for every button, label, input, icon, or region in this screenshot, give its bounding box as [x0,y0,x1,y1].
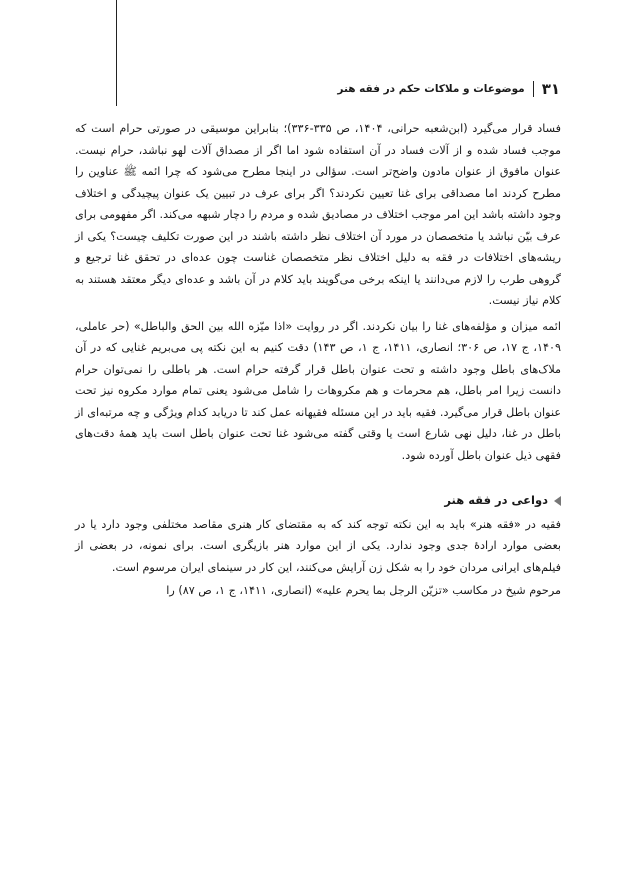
body-paragraph-1: فساد قرار می‌گیرد (ابن‌شعبه حرانی، ۱۴۰۴، ص ۳۳۵-۳۳۶)؛ بنابراین موسیقی در صورتی حرام است که موجب فساد شده و از آلات فساد در آن استفاده شود اما اگر از مصداق آلات لهو نباشد، حرام نیست. عنوان مافوق از عنوان مادون واضح‌تر است. سؤالی در اینجا مطرح می‌شود که چرا ائمه ﷺ عناوین را مطرح کردند اما مصداقی برای غنا تعیین نکردند؟ اگر برای عرف در تبیین یک عنوان پیچیدگی و اختلاف وجود داشته باشد این امر موجب اختلاف در مصادیق شده و مردم را دچار شبهه می‌کند. اگر مفهومی برای عرف بیّن نباشد یا متخصصان در مورد آن اختلاف نظر داشته باشند در این صورت تکلیف چیست؟ یکی از ریشه‌های اختلافات در فقه به دلیل اختلاف نظر متخصصان غناست چون عده‌ای در تحقق غنا ترجیع و گروهی طرب را لازم می‌دانند یا اینکه برخی می‌گویند باید کلام در آن باشد و عده‌ای دیگر معتقد هستند به کلام نیاز نیست. [75,122,561,307]
running-header [60,77,560,101]
body-paragraph-3: فقیه در «فقه هنر» باید به این نکته توجه کند که به مقتضای کار هنری مقاصد مختلفی وجود دارد یا در بعضی موارد ارادهٔ جدی وجود ندارد. یکی از این موارد هنر بازیگری است. برای نمونه، در بعضی از فیلم‌های ایرانی مردان خود را به شکل زن آرایش می‌کنند، این کار در سینمای ایران مرسوم است. [75,517,561,574]
header-separator [533,81,534,97]
page-number: ۳۱ [541,80,560,98]
body-paragraph-2: ائمه میزان و مؤلفه‌های غنا را بیان نکردند. اگر در روایت «اذا میّزه الله بین الحق والباطل» (حر عاملی، ۱۴۰۹، ج ۱۷، ص ۳۰۶؛ انصاری، ۱۴۱۱، ج ۱، ص ۱۴۳) دقت کنیم به این نکته پی می‌بریم غنایی که در آن ملاک‌های باطل وجود داشته و تحت عنوان باطل قرار گرفته حرام است. هر باطلی را نمی‌توان حرام دانست زیرا امر باطل، هم محرمات و هم مکروهات را شامل می‌شود یعنی تمام موارد مکروه نیز تحت عنوان باطل قرار می‌گیرد. فقیه باید در این مسئله فقیهانه عمل کند تا دریابد کدام ویژگی و چه مرتبه‌ای از باطل در غنا، دلیل نهی شارع است یا وقتی گفته می‌شود غنا تحت عنوان باطل است باید همهٔ دقت‌های فقهی ذیل عنوان باطل آورده شود. [75,319,562,462]
body-paragraph-4: مرحوم شیخ در مکاسب «تزیّن الرجل بما یحرم علیه» (انصاری، ۱۴۱۱، ج ۱، ص ۸۷) را [166,584,561,597]
running-title: موضوعات و ملاکات حکم در فقه هنر [337,83,525,95]
triangle-bullet-icon [554,496,561,506]
section-title: دواعی در فقه هنر [444,493,548,507]
page-body [75,118,561,602]
section-heading [75,490,561,512]
